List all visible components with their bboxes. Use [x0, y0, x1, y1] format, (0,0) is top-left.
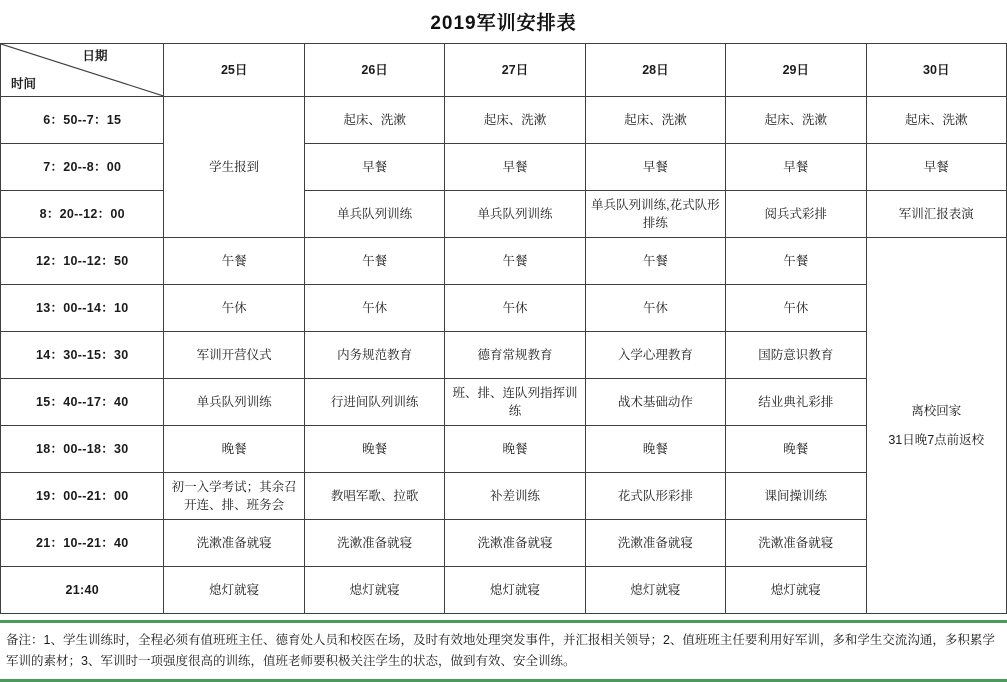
cell-29-afternoon-drill: 结业典礼彩排	[726, 379, 866, 426]
cell-28-drill: 单兵队列训练,花式队形排练	[585, 191, 725, 238]
cell-25-evening: 初一入学考试；其余召开连、排、班务会	[164, 473, 304, 520]
table-row	[1, 285, 1007, 332]
table-row	[1, 379, 1007, 426]
table-row	[1, 520, 1007, 567]
schedule-table	[0, 43, 1007, 614]
cell-26-breakfast: 早餐	[304, 144, 444, 191]
cell-25-nap: 午休	[164, 285, 304, 332]
day-header-30: 30日	[866, 44, 1006, 97]
time-cell: 15：40--17：40	[1, 379, 164, 426]
corner-time-label: 时间	[11, 76, 37, 91]
time-cell: 21:40	[1, 567, 164, 614]
cell-29-drill: 阅兵式彩排	[726, 191, 866, 238]
footer-note-text: 备注：1、学生训练时，全程必须有值班班主任、德育处人员和校医在场，及时有效地处理突发事件，并汇报相关领导；2、值班班主任要利用好军训，多和学生交流沟通，多积累学军训的素材；3、军训时一项强度很高的训练，值班老师要积极关注学生的状态，做到有效、安全训练。	[6, 633, 995, 668]
table-row	[1, 144, 1007, 191]
cell-26-afternoon-drill: 行进间队列训练	[304, 379, 444, 426]
cell-30-leave	[866, 238, 1006, 614]
cell-27-wake: 起床、洗漱	[445, 97, 585, 144]
corner-date-label: 日期	[82, 49, 108, 63]
cell-27-lightsout: 熄灯就寝	[445, 567, 585, 614]
cell-25-wash: 洗漱准备就寝	[164, 520, 304, 567]
time-cell: 19：00--21：00	[1, 473, 164, 520]
day-header-28: 28日	[585, 44, 725, 97]
cell-29-wake: 起床、洗漱	[726, 97, 866, 144]
cell-26-drill: 单兵队列训练	[304, 191, 444, 238]
cell-27-nap: 午休	[445, 285, 585, 332]
table-header	[1, 44, 1007, 97]
day-header-29: 29日	[726, 44, 866, 97]
cell-27-evening: 补差训练	[445, 473, 585, 520]
cell-26-lunch: 午餐	[304, 238, 444, 285]
cell-28-evening: 花式队形彩排	[585, 473, 725, 520]
cell-28-wash: 洗漱准备就寝	[585, 520, 725, 567]
cell-28-dinner: 晚餐	[585, 426, 725, 473]
table-row	[1, 332, 1007, 379]
cell-27-drill: 单兵队列训练	[445, 191, 585, 238]
table-row	[1, 97, 1007, 144]
cell-30-wake: 起床、洗漱	[866, 97, 1006, 144]
cell-28-nap: 午休	[585, 285, 725, 332]
cell-26-education: 内务规范教育	[304, 332, 444, 379]
cell-28-lunch: 午餐	[585, 238, 725, 285]
cell-26-dinner: 晚餐	[304, 426, 444, 473]
cell-27-breakfast: 早餐	[445, 144, 585, 191]
cell-27-afternoon-drill: 班、排、连队列指挥训练	[445, 379, 585, 426]
page-title: 2019军训安排表	[430, 13, 577, 34]
corner-header-cell	[1, 44, 164, 97]
cell-29-breakfast: 早餐	[726, 144, 866, 191]
cell-25-ceremony: 军训开营仪式	[164, 332, 304, 379]
cell-29-nap: 午休	[726, 285, 866, 332]
cell-29-lunch: 午餐	[726, 238, 866, 285]
cell-29-wash: 洗漱准备就寝	[726, 520, 866, 567]
day-header-27: 27日	[445, 44, 585, 97]
cell-30-breakfast: 早餐	[866, 144, 1006, 191]
table-row	[1, 191, 1007, 238]
cell-26-wake: 起床、洗漱	[304, 97, 444, 144]
cell-26-wash: 洗漱准备就寝	[304, 520, 444, 567]
cell-25-dinner: 晚餐	[164, 426, 304, 473]
cell-25-lunch: 午餐	[164, 238, 304, 285]
cell-30-drill: 军训汇报表演	[866, 191, 1006, 238]
cell-29-dinner: 晚餐	[726, 426, 866, 473]
cell-29-lightsout: 熄灯就寝	[726, 567, 866, 614]
cell-26-nap: 午休	[304, 285, 444, 332]
table-row	[1, 473, 1007, 520]
footer-note	[0, 620, 1007, 682]
time-cell: 13：00--14：10	[1, 285, 164, 332]
time-cell: 14：30--15：30	[1, 332, 164, 379]
table-row	[1, 238, 1007, 285]
cell-28-education: 入学心理教育	[585, 332, 725, 379]
time-cell: 12：10--12：50	[1, 238, 164, 285]
cell-30-leave-line1: 离校回家	[911, 404, 962, 419]
cell-27-dinner: 晚餐	[445, 426, 585, 473]
cell-29-education: 国防意识教育	[726, 332, 866, 379]
cell-28-breakfast: 早餐	[585, 144, 725, 191]
time-cell: 6：50--7：15	[1, 97, 164, 144]
cell-25-afternoon-drill: 单兵队列训练	[164, 379, 304, 426]
cell-27-lunch: 午餐	[445, 238, 585, 285]
table-body	[1, 97, 1007, 614]
day-header-26: 26日	[304, 44, 444, 97]
time-cell: 21：10--21：40	[1, 520, 164, 567]
cell-25-report: 学生报到	[164, 97, 304, 238]
cell-26-evening: 教唱军歌、拉歌	[304, 473, 444, 520]
time-cell: 7：20--8：00	[1, 144, 164, 191]
table-row	[1, 426, 1007, 473]
cell-28-afternoon-drill: 战术基础动作	[585, 379, 725, 426]
cell-26-lightsout: 熄灯就寝	[304, 567, 444, 614]
cell-25-lightsout: 熄灯就寝	[164, 567, 304, 614]
header-row	[1, 44, 1007, 97]
day-header-25: 25日	[164, 44, 304, 97]
cell-27-education: 德育常规教育	[445, 332, 585, 379]
time-cell: 8：20--12：00	[1, 191, 164, 238]
table-row	[1, 567, 1007, 614]
cell-28-lightsout: 熄灯就寝	[585, 567, 725, 614]
time-cell: 18：00--18：30	[1, 426, 164, 473]
cell-29-evening: 课间操训练	[726, 473, 866, 520]
cell-30-leave-line2: 31日晚7点前返校	[888, 432, 985, 447]
cell-27-wash: 洗漱准备就寝	[445, 520, 585, 567]
cell-28-wake: 起床、洗漱	[585, 97, 725, 144]
